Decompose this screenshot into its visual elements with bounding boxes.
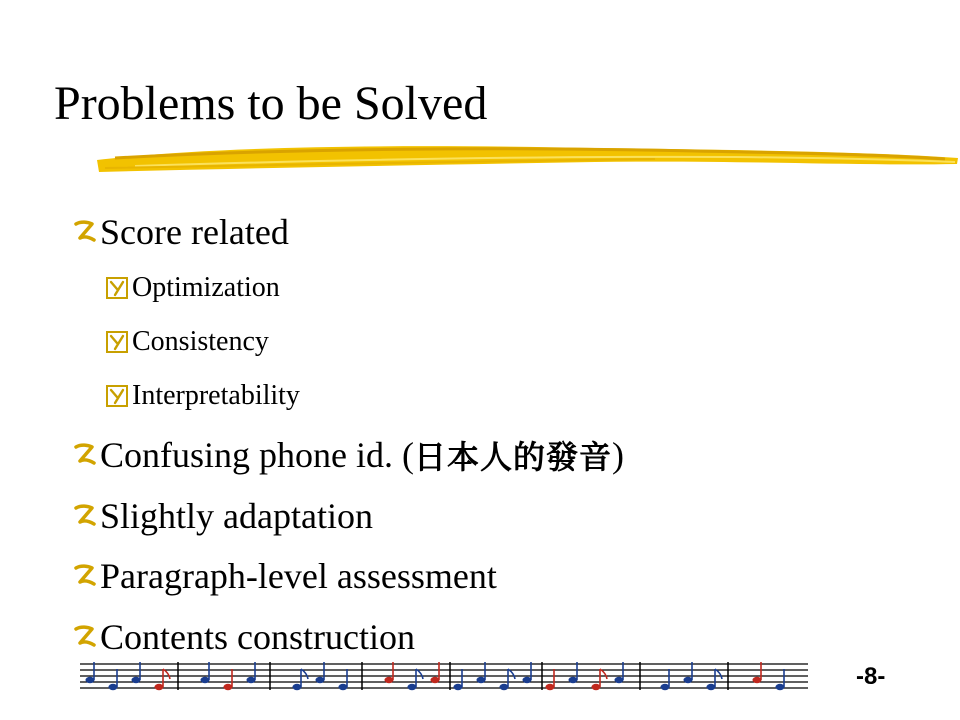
bullet-contents-construction (72, 617, 415, 657)
music-staff-icon (80, 652, 810, 692)
z-bullet-icon (72, 219, 98, 245)
bullet-slightly-adaptation (72, 496, 373, 536)
bullet-text: Confusing phone id. ( (100, 435, 414, 475)
note-head (132, 677, 141, 683)
note-head (753, 677, 762, 683)
z-bullet-icon (72, 442, 98, 468)
note-head (155, 684, 164, 690)
note-head (569, 677, 578, 683)
bullet-text: Consistency (132, 326, 269, 357)
note-head (385, 677, 394, 683)
bullet-paragraph-level (72, 556, 497, 596)
z-bullet-icon (72, 563, 98, 589)
bullet-optimization (106, 272, 280, 304)
bullet-text-close: ) (612, 435, 624, 475)
bullet-interpretability (106, 380, 300, 412)
note-head (500, 684, 509, 690)
y-box-bullet-icon (106, 385, 128, 407)
note-head (86, 677, 95, 683)
z-bullet-icon (72, 624, 98, 650)
bullet-consistency (106, 326, 269, 358)
note-head (224, 684, 233, 690)
note-head (109, 684, 118, 690)
note-head (293, 684, 302, 690)
note-head (707, 684, 716, 690)
bullet-text: Interpretability (132, 380, 300, 411)
note-head (546, 684, 555, 690)
staff-lines (80, 664, 808, 688)
y-box-bullet-icon (106, 277, 128, 299)
y-box-bullet-icon (106, 331, 128, 353)
note-head (684, 677, 693, 683)
note-head (316, 677, 325, 683)
note-head (661, 684, 670, 690)
note-head (454, 684, 463, 690)
note-head (201, 677, 210, 683)
page-number: -8- (856, 663, 886, 690)
note-head (776, 684, 785, 690)
note-head (477, 677, 486, 683)
note-head (592, 684, 601, 690)
z-bullet-icon (72, 503, 98, 529)
bullet-confusing-phone-id (72, 435, 624, 475)
bullet-text-cjk: 日本人的發音 (413, 438, 612, 476)
slide-title: Problems to be Solved (54, 77, 488, 130)
bullet-score-related (72, 212, 289, 252)
bullet-text: Slightly adaptation (100, 496, 373, 536)
note-head (339, 684, 348, 690)
note-head (247, 677, 256, 683)
bullet-text: Score related (100, 212, 289, 252)
bullet-text: Optimization (132, 272, 280, 303)
note-head (408, 684, 417, 690)
bullet-text: Contents construction (100, 617, 415, 657)
note-head (431, 677, 440, 683)
bullet-text: Paragraph-level assessment (100, 556, 497, 596)
note-head (523, 677, 532, 683)
note-head (615, 677, 624, 683)
